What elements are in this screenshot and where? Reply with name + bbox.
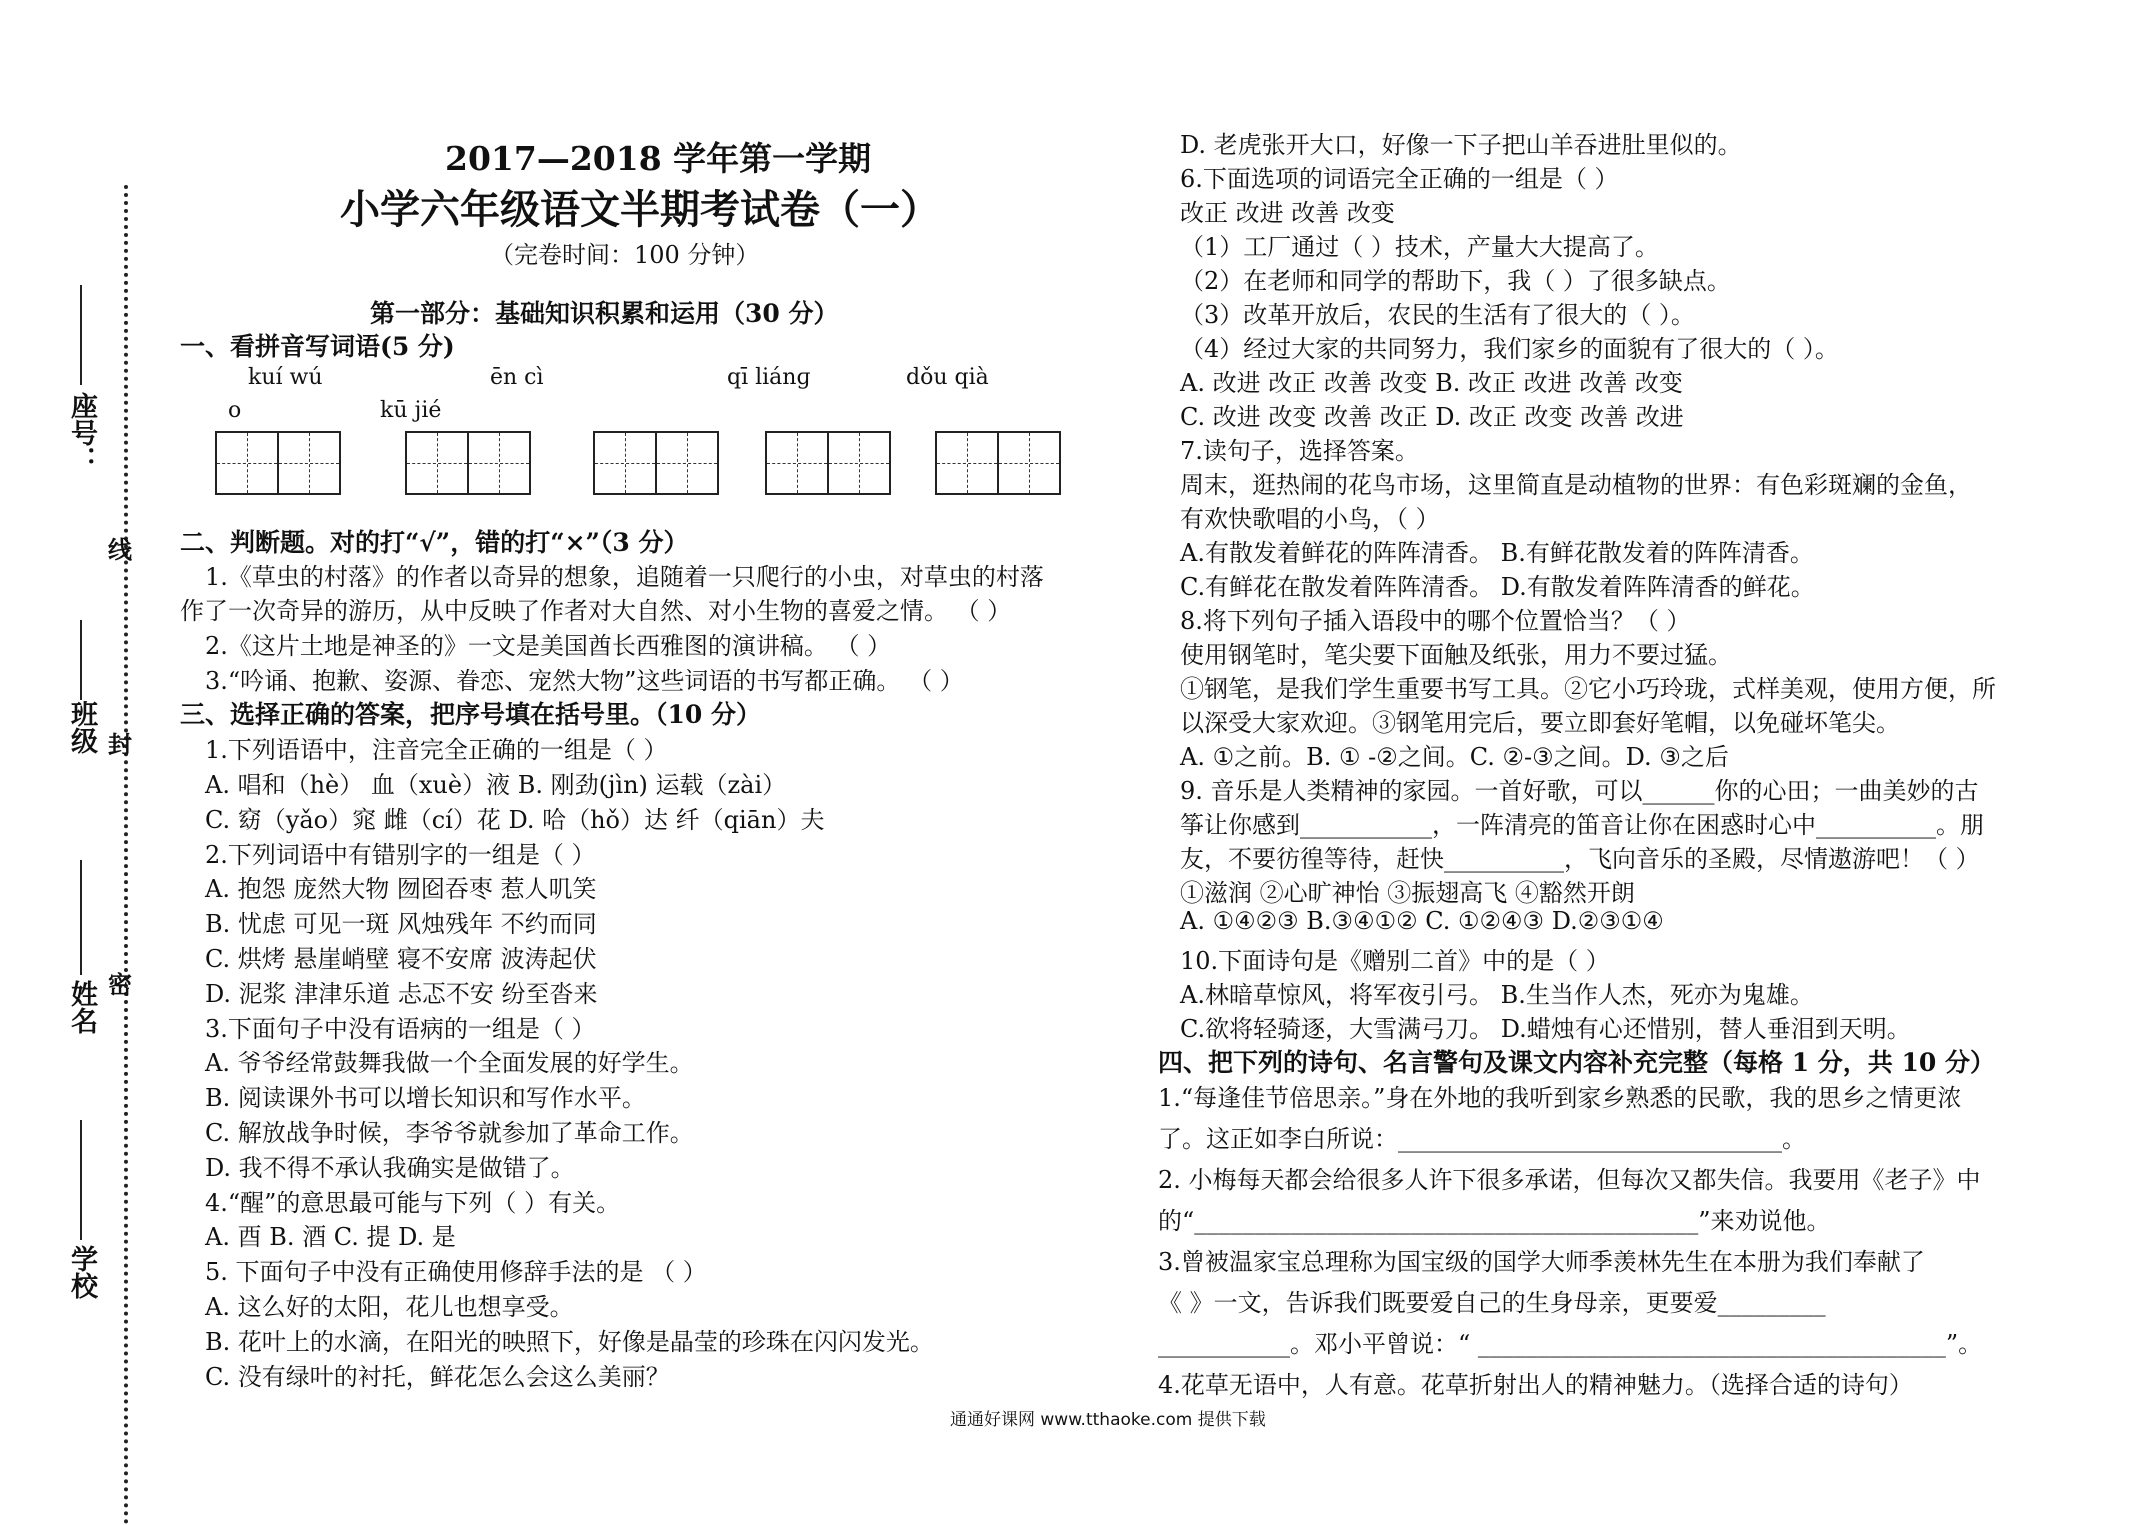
writing-grid-4[interactable]: [765, 431, 889, 495]
name-label: 姓名: [66, 980, 97, 1034]
secret-word: 密: [108, 970, 132, 999]
s4-line: 1.“每逢佳节倍思亲。”身在外地的我听到家乡熟悉的民歌，我的思乡之情更浓: [1158, 1084, 1962, 1112]
s3-line: 4.“醒”的意思最可能与下列（ ）有关。: [205, 1189, 621, 1217]
s3-line: 2.下列词语中有错别字的一组是（ ）: [205, 841, 596, 869]
year-line: 2017—2018 学年第一学期: [445, 139, 872, 178]
r-line: 6.下面选项的词语完全正确的一组是（ ）: [1180, 165, 1619, 193]
r-line: （2）在老师和同学的帮助下，我（ ）了很多缺点。: [1180, 267, 1731, 295]
r-line: （4）经过大家的共同努力，我们家乡的面貌有了很大的（ ）。: [1180, 335, 1839, 363]
r-line: 7.读句子，选择答案。: [1180, 437, 1419, 465]
s3-line: C. 没有绿叶的衬托，鲜花怎么会这么美丽？: [205, 1363, 670, 1391]
s3-line: B. 花叶上的水滴，在阳光的映照下，好像是晶莹的珍珠在闪闪发光。: [205, 1328, 934, 1356]
s3-line: D. 我不得不承认我确实是做错了。: [205, 1154, 575, 1182]
r-line: （1）工厂通过（ ）技术，产量大大提高了。: [1180, 233, 1659, 261]
s3-line: 3.下面句子中没有语病的一组是（ ）: [205, 1015, 596, 1043]
exam-time: （完卷时间：100 分钟）: [490, 241, 760, 269]
r-line: C.欲将轻骑逐，大雪满弓刀。 D.蜡烛有心还惜别，替人垂泪到天明。: [1180, 1015, 1911, 1043]
r-line: C.有鲜花在散发着阵阵清香。 D.有散发着阵阵清香的鲜花。: [1180, 573, 1815, 601]
s3-line: C. 烘烤 悬崖峭壁 寝不安席 波涛起伏: [205, 945, 597, 973]
s3-line: B. 忧虑 可见一斑 风烛残年 不约而同: [205, 910, 597, 938]
school-label: 学校: [66, 1245, 97, 1299]
s3-line: A. 酉 B. 酒 C. 提 D. 是: [205, 1223, 456, 1251]
s4-line: 3.曾被温家宝总理称为国宝级的国学大师季羡林先生在本册为我们奉献了: [1158, 1248, 1925, 1276]
s3-line: A. 唱和（hè） 血（xuè）液 B. 刚劲(jìn) 运载（zài）: [205, 771, 787, 799]
r-line: 有欢快歌唱的小鸟，（ ）: [1180, 505, 1440, 533]
exam-title: 小学六年级语文半期考试卷（一）: [340, 186, 940, 233]
r-line: 周末，逛热闹的花鸟市场，这里简直是动植物的世界：有色彩斑斓的金鱼，: [1180, 471, 1972, 499]
s3-line: A. 抱怨 庞然大物 囫囵吞枣 惹人叽笑: [205, 875, 597, 903]
r-line: 10.下面诗句是《赠别二首》中的是（ ）: [1180, 947, 1610, 975]
s4-line: 了。这正如李白所说：________________________________。: [1158, 1125, 1806, 1153]
writing-grid-1[interactable]: [215, 431, 339, 495]
r-line: ①滋润 ②心旷神怡 ③振翅高飞 ④豁然开朗: [1180, 879, 1635, 907]
r-line: 友，不要彷徨等待，赶快__________，飞向音乐的圣殿，尽情遨游吧！（ ）: [1180, 845, 1980, 873]
r-line: 8.将下列句子插入语段中的哪个位置恰当？（ ）: [1180, 607, 1691, 635]
s2-q2: 2.《这片土地是神圣的》一文是美国酋长西雅图的演讲稿。 （ ）: [205, 632, 892, 660]
school-blank: [80, 1120, 82, 1240]
s4-line: 的“__________________________________________”来劝说他。: [1158, 1207, 1831, 1235]
s4-line: ___________。邓小平曾说：“ _______________________________________”。: [1158, 1330, 1983, 1358]
class-blank: [80, 620, 82, 700]
seat-blank: [80, 285, 82, 385]
r-line: ①钢笔，是我们学生重要书写工具。②它小巧玲珑，式样美观，使用方便，所: [1180, 675, 1996, 703]
s3-line: B. 阅读课外书可以增长知识和写作水平。: [205, 1084, 646, 1112]
writing-grid-3[interactable]: [593, 431, 717, 495]
s3-heading: 三、选择正确的答案，把序号填在括号里。（10 分）: [180, 700, 761, 729]
binding-dotted-line: [124, 185, 128, 1525]
s2-q1b: 作了一次奇异的游历，从中反映了作者对大自然、对小生物的喜爱之情。 （ ）: [180, 597, 1012, 625]
class-label: 班级: [66, 700, 97, 754]
s4-line: 4.花草无语中，人有意。花草折射出人的精神魅力。（选择合适的诗句）: [1158, 1371, 1913, 1399]
line-word: 线: [108, 535, 132, 564]
writing-grid-2[interactable]: [405, 431, 529, 495]
r-line: 9. 音乐是人类精神的家园。一首好歌，可以______你的心田；一曲美妙的古: [1180, 777, 1979, 805]
r-line: A. 改进 改正 改善 改变 B. 改正 改进 改善 改变: [1180, 369, 1683, 397]
r-line: A.有散发着鲜花的阵阵清香。 B.有鲜花散发着的阵阵清香。: [1180, 539, 1814, 567]
s3-line: C. 窈（yǎo）窕 雌（cí）花 D. 哈（hǒ）达 纤（qiān）夫: [205, 806, 825, 834]
pinyin-4: dǒu qià: [906, 365, 989, 390]
s2-q1a: 1.《草虫的村落》的作者以奇异的想象，追随着一只爬行的小虫，对草虫的村落: [205, 563, 1044, 591]
r-line: （3）改革开放后，农民的生活有了很大的（ ）。: [1180, 301, 1695, 329]
s1-heading: 一、看拼音写词语(5 分): [180, 332, 455, 361]
writing-grid-5[interactable]: [935, 431, 1059, 495]
r-line: C. 改进 改变 改善 改正 D. 改正 改变 改善 改进: [1180, 403, 1684, 431]
r-line: 改正 改进 改善 改变: [1180, 199, 1395, 227]
pinyin-2: ēn cì: [490, 365, 544, 390]
pinyin-5: o: [228, 398, 242, 423]
s3-line: A. 这么好的太阳，花儿也想享受。: [205, 1293, 574, 1321]
name-blank: [80, 860, 82, 975]
r-line: 使用钢笔时，笔尖要下面触及纸张，用力不要过猛。: [1180, 641, 1732, 669]
r-line: A. ①之前。B. ① -②之间。C. ②-③之间。D. ③之后: [1180, 743, 1729, 771]
r-line: 以深受大家欢迎。③钢笔用完后，要立即套好笔帽，以免碰坏笔尖。: [1180, 709, 1900, 737]
r-line: A. ①④②③ B.③④①② C. ①②④③ D.②③①④: [1180, 907, 1664, 935]
r-line: D. 老虎张开大口，好像一下子把山羊吞进肚里似的。: [1180, 131, 1742, 159]
s4-heading: 四、把下列的诗句、名言警句及课文内容补充完整（每格 1 分，共 10 分）: [1158, 1048, 1996, 1077]
part1-heading: 第一部分：基础知识积累和运用（30 分）: [370, 299, 839, 328]
footer-credit: 通通好课网 www.tthaoke.com 提供下载: [950, 1410, 1266, 1430]
pinyin-3: qī liánɡ: [727, 365, 811, 390]
s3-line: D. 泥浆 津津乐道 忐忑不安 纷至沓来: [205, 980, 598, 1008]
s3-line: 5. 下面句子中没有正确使用修辞手法的是 （ ）: [205, 1258, 707, 1286]
seat-label: 座号：: [66, 392, 97, 473]
s4-line: 《 》一文，告诉我们既要爱自己的生身母亲，更要爱_________: [1158, 1289, 1826, 1317]
seal-word: 封: [108, 730, 132, 759]
r-line: A.林暗草惊风，将军夜引弓。 B.生当作人杰，死亦为鬼雄。: [1180, 981, 1814, 1009]
s4-line: 2. 小梅每天都会给很多人许下很多承诺，但每次又都失信。我要用《老子》中: [1158, 1166, 1981, 1194]
s3-line: A. 爷爷经常鼓舞我做一个全面发展的好学生。: [205, 1049, 694, 1077]
s2-q3: 3.“吟诵、抱歉、姿源、眷恋、宠然大物”这些词语的书写都正确。 （ ）: [205, 667, 964, 695]
s3-line: C. 解放战争时候，李爷爷就参加了革命工作。: [205, 1119, 694, 1147]
s2-heading: 二、判断题。对的打“√”，错的打“×”（3 分）: [180, 528, 689, 557]
r-line: 筝让你感到___________，一阵清亮的笛音让你在困惑时心中__________。朋: [1180, 811, 1984, 839]
pinyin-1: kuí wú: [248, 365, 323, 390]
s3-line: 1.下列语语中，注音完全正确的一组是（ ）: [205, 736, 668, 764]
pinyin-6: kū jié: [380, 398, 442, 423]
